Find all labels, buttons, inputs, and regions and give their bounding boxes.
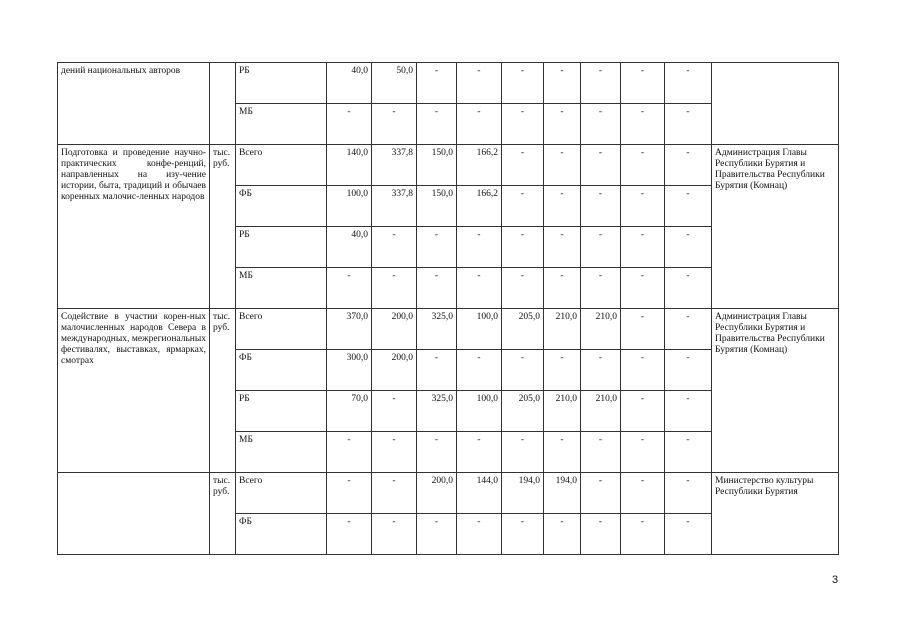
value-cell: - bbox=[544, 104, 581, 145]
value-cell: 40,0 bbox=[327, 227, 372, 268]
value-cell: 150,0 bbox=[417, 186, 457, 227]
value-cell: - bbox=[457, 514, 502, 555]
table-row bbox=[58, 145, 839, 186]
funding-source-cell: Всего bbox=[236, 309, 327, 350]
value-cell: 50,0 bbox=[372, 63, 417, 104]
value-cell: - bbox=[457, 432, 502, 473]
value-cell: - bbox=[621, 391, 665, 432]
value-cell: - bbox=[372, 227, 417, 268]
value-cell: - bbox=[417, 63, 457, 104]
value-cell: 200,0 bbox=[372, 350, 417, 391]
value-cell: - bbox=[621, 432, 665, 473]
value-cell: - bbox=[544, 514, 581, 555]
value-cell: - bbox=[621, 514, 665, 555]
value-cell: - bbox=[502, 432, 544, 473]
unit-cell bbox=[210, 63, 236, 145]
value-cell: - bbox=[621, 186, 665, 227]
funding-source-cell: Всего bbox=[236, 473, 327, 514]
value-cell: - bbox=[581, 186, 621, 227]
value-cell: - bbox=[327, 432, 372, 473]
value-cell: 337,8 bbox=[372, 186, 417, 227]
table-row bbox=[58, 473, 839, 514]
value-cell: 210,0 bbox=[581, 391, 621, 432]
page-number: 3 bbox=[832, 574, 839, 586]
value-cell: 205,0 bbox=[502, 309, 544, 350]
value-cell: - bbox=[665, 473, 712, 514]
value-cell: - bbox=[581, 63, 621, 104]
value-cell: - bbox=[372, 473, 417, 514]
value-cell: - bbox=[544, 268, 581, 309]
executor-cell bbox=[712, 63, 839, 145]
table-body bbox=[58, 63, 839, 555]
value-cell: - bbox=[502, 145, 544, 186]
value-cell: 100,0 bbox=[457, 309, 502, 350]
value-cell: - bbox=[581, 145, 621, 186]
value-cell: - bbox=[621, 350, 665, 391]
measure-name-cell: дений национальных авторов bbox=[58, 63, 210, 145]
value-cell: - bbox=[665, 432, 712, 473]
value-cell: - bbox=[502, 186, 544, 227]
value-cell: - bbox=[502, 514, 544, 555]
value-cell: - bbox=[581, 350, 621, 391]
value-cell: 210,0 bbox=[581, 309, 621, 350]
value-cell: - bbox=[581, 514, 621, 555]
value-cell: 325,0 bbox=[417, 309, 457, 350]
value-cell: - bbox=[544, 432, 581, 473]
value-cell: - bbox=[502, 227, 544, 268]
unit-cell: тыс. руб. bbox=[210, 145, 236, 309]
value-cell: - bbox=[417, 432, 457, 473]
measure-name-cell: Подготовка и проведение научно-практических конфе-ренций, направленных на изу-чение истории, быта, традиций и обычаев коренных малочис-ленных народов bbox=[58, 145, 210, 309]
funding-source-cell: Всего bbox=[236, 145, 327, 186]
funding-source-cell: РБ bbox=[236, 391, 327, 432]
table-row bbox=[58, 63, 839, 104]
funding-source-cell: ФБ bbox=[236, 350, 327, 391]
value-cell: - bbox=[457, 350, 502, 391]
value-cell: - bbox=[502, 63, 544, 104]
value-cell: - bbox=[621, 227, 665, 268]
value-cell: - bbox=[372, 432, 417, 473]
value-cell: 166,2 bbox=[457, 145, 502, 186]
value-cell: - bbox=[502, 350, 544, 391]
executor-cell: Министерство культуры Республики Бурятия bbox=[712, 473, 839, 555]
value-cell: 370,0 bbox=[327, 309, 372, 350]
value-cell: - bbox=[417, 268, 457, 309]
value-cell: 140,0 bbox=[327, 145, 372, 186]
value-cell: - bbox=[327, 514, 372, 555]
value-cell: 194,0 bbox=[502, 473, 544, 514]
value-cell: - bbox=[621, 268, 665, 309]
value-cell: - bbox=[544, 227, 581, 268]
value-cell: - bbox=[665, 63, 712, 104]
measure-name-cell: Содействие в участии корен-ных малочисленных народов Севера в международных, межрегиональных фестивалях, выставках, ярмарках, смотрах bbox=[58, 309, 210, 473]
value-cell: - bbox=[665, 309, 712, 350]
value-cell: - bbox=[665, 391, 712, 432]
value-cell: - bbox=[544, 145, 581, 186]
value-cell: - bbox=[327, 104, 372, 145]
value-cell: - bbox=[621, 309, 665, 350]
measure-name-cell bbox=[58, 473, 210, 555]
value-cell: - bbox=[417, 104, 457, 145]
funding-source-cell: МБ bbox=[236, 268, 327, 309]
executor-cell: Администрация Главы Республики Бурятия и Правительства Республики Бурятия (Комнац) bbox=[712, 145, 839, 309]
value-cell: 325,0 bbox=[417, 391, 457, 432]
table-row bbox=[58, 309, 839, 350]
unit-cell: тыс. руб. bbox=[210, 473, 236, 555]
value-cell: - bbox=[372, 514, 417, 555]
value-cell: - bbox=[544, 63, 581, 104]
value-cell: - bbox=[544, 350, 581, 391]
value-cell: - bbox=[502, 104, 544, 145]
value-cell: - bbox=[417, 227, 457, 268]
value-cell: - bbox=[621, 63, 665, 104]
value-cell: 200,0 bbox=[372, 309, 417, 350]
value-cell: 210,0 bbox=[544, 309, 581, 350]
value-cell: - bbox=[581, 473, 621, 514]
value-cell: - bbox=[621, 104, 665, 145]
value-cell: - bbox=[665, 350, 712, 391]
funding-source-cell: МБ bbox=[236, 104, 327, 145]
value-cell: - bbox=[457, 227, 502, 268]
value-cell: - bbox=[417, 350, 457, 391]
value-cell: 100,0 bbox=[327, 186, 372, 227]
value-cell: - bbox=[665, 268, 712, 309]
executor-cell: Администрация Главы Республики Бурятия и Правительства Республики Бурятия (Комнац) bbox=[712, 309, 839, 473]
value-cell: - bbox=[581, 432, 621, 473]
value-cell: - bbox=[502, 268, 544, 309]
value-cell: - bbox=[621, 145, 665, 186]
value-cell: - bbox=[581, 227, 621, 268]
value-cell: 150,0 bbox=[417, 145, 457, 186]
value-cell: 100,0 bbox=[457, 391, 502, 432]
value-cell: 144,0 bbox=[457, 473, 502, 514]
value-cell: 300,0 bbox=[327, 350, 372, 391]
value-cell: - bbox=[457, 268, 502, 309]
unit-cell: тыс. руб. bbox=[210, 309, 236, 473]
value-cell: - bbox=[665, 514, 712, 555]
value-cell: 210,0 bbox=[544, 391, 581, 432]
funding-source-cell: РБ bbox=[236, 227, 327, 268]
value-cell: - bbox=[372, 104, 417, 145]
value-cell: - bbox=[417, 514, 457, 555]
value-cell: - bbox=[372, 268, 417, 309]
value-cell: 166,2 bbox=[457, 186, 502, 227]
value-cell: 200,0 bbox=[417, 473, 457, 514]
value-cell: 40,0 bbox=[327, 63, 372, 104]
value-cell: - bbox=[581, 268, 621, 309]
value-cell: - bbox=[665, 186, 712, 227]
funding-source-cell: ФБ bbox=[236, 186, 327, 227]
value-cell: - bbox=[581, 104, 621, 145]
value-cell: - bbox=[457, 104, 502, 145]
value-cell: - bbox=[621, 473, 665, 514]
value-cell: 205,0 bbox=[502, 391, 544, 432]
value-cell: - bbox=[327, 473, 372, 514]
value-cell: - bbox=[665, 104, 712, 145]
value-cell: - bbox=[665, 145, 712, 186]
value-cell: - bbox=[457, 63, 502, 104]
funding-source-cell: ФБ bbox=[236, 514, 327, 555]
funding-source-cell: РБ bbox=[236, 63, 327, 104]
value-cell: - bbox=[372, 391, 417, 432]
value-cell: 70,0 bbox=[327, 391, 372, 432]
value-cell: - bbox=[544, 186, 581, 227]
value-cell: - bbox=[327, 268, 372, 309]
value-cell: 194,0 bbox=[544, 473, 581, 514]
value-cell: - bbox=[665, 227, 712, 268]
funding-source-cell: МБ bbox=[236, 432, 327, 473]
value-cell: 337,8 bbox=[372, 145, 417, 186]
budget-table bbox=[57, 62, 839, 555]
